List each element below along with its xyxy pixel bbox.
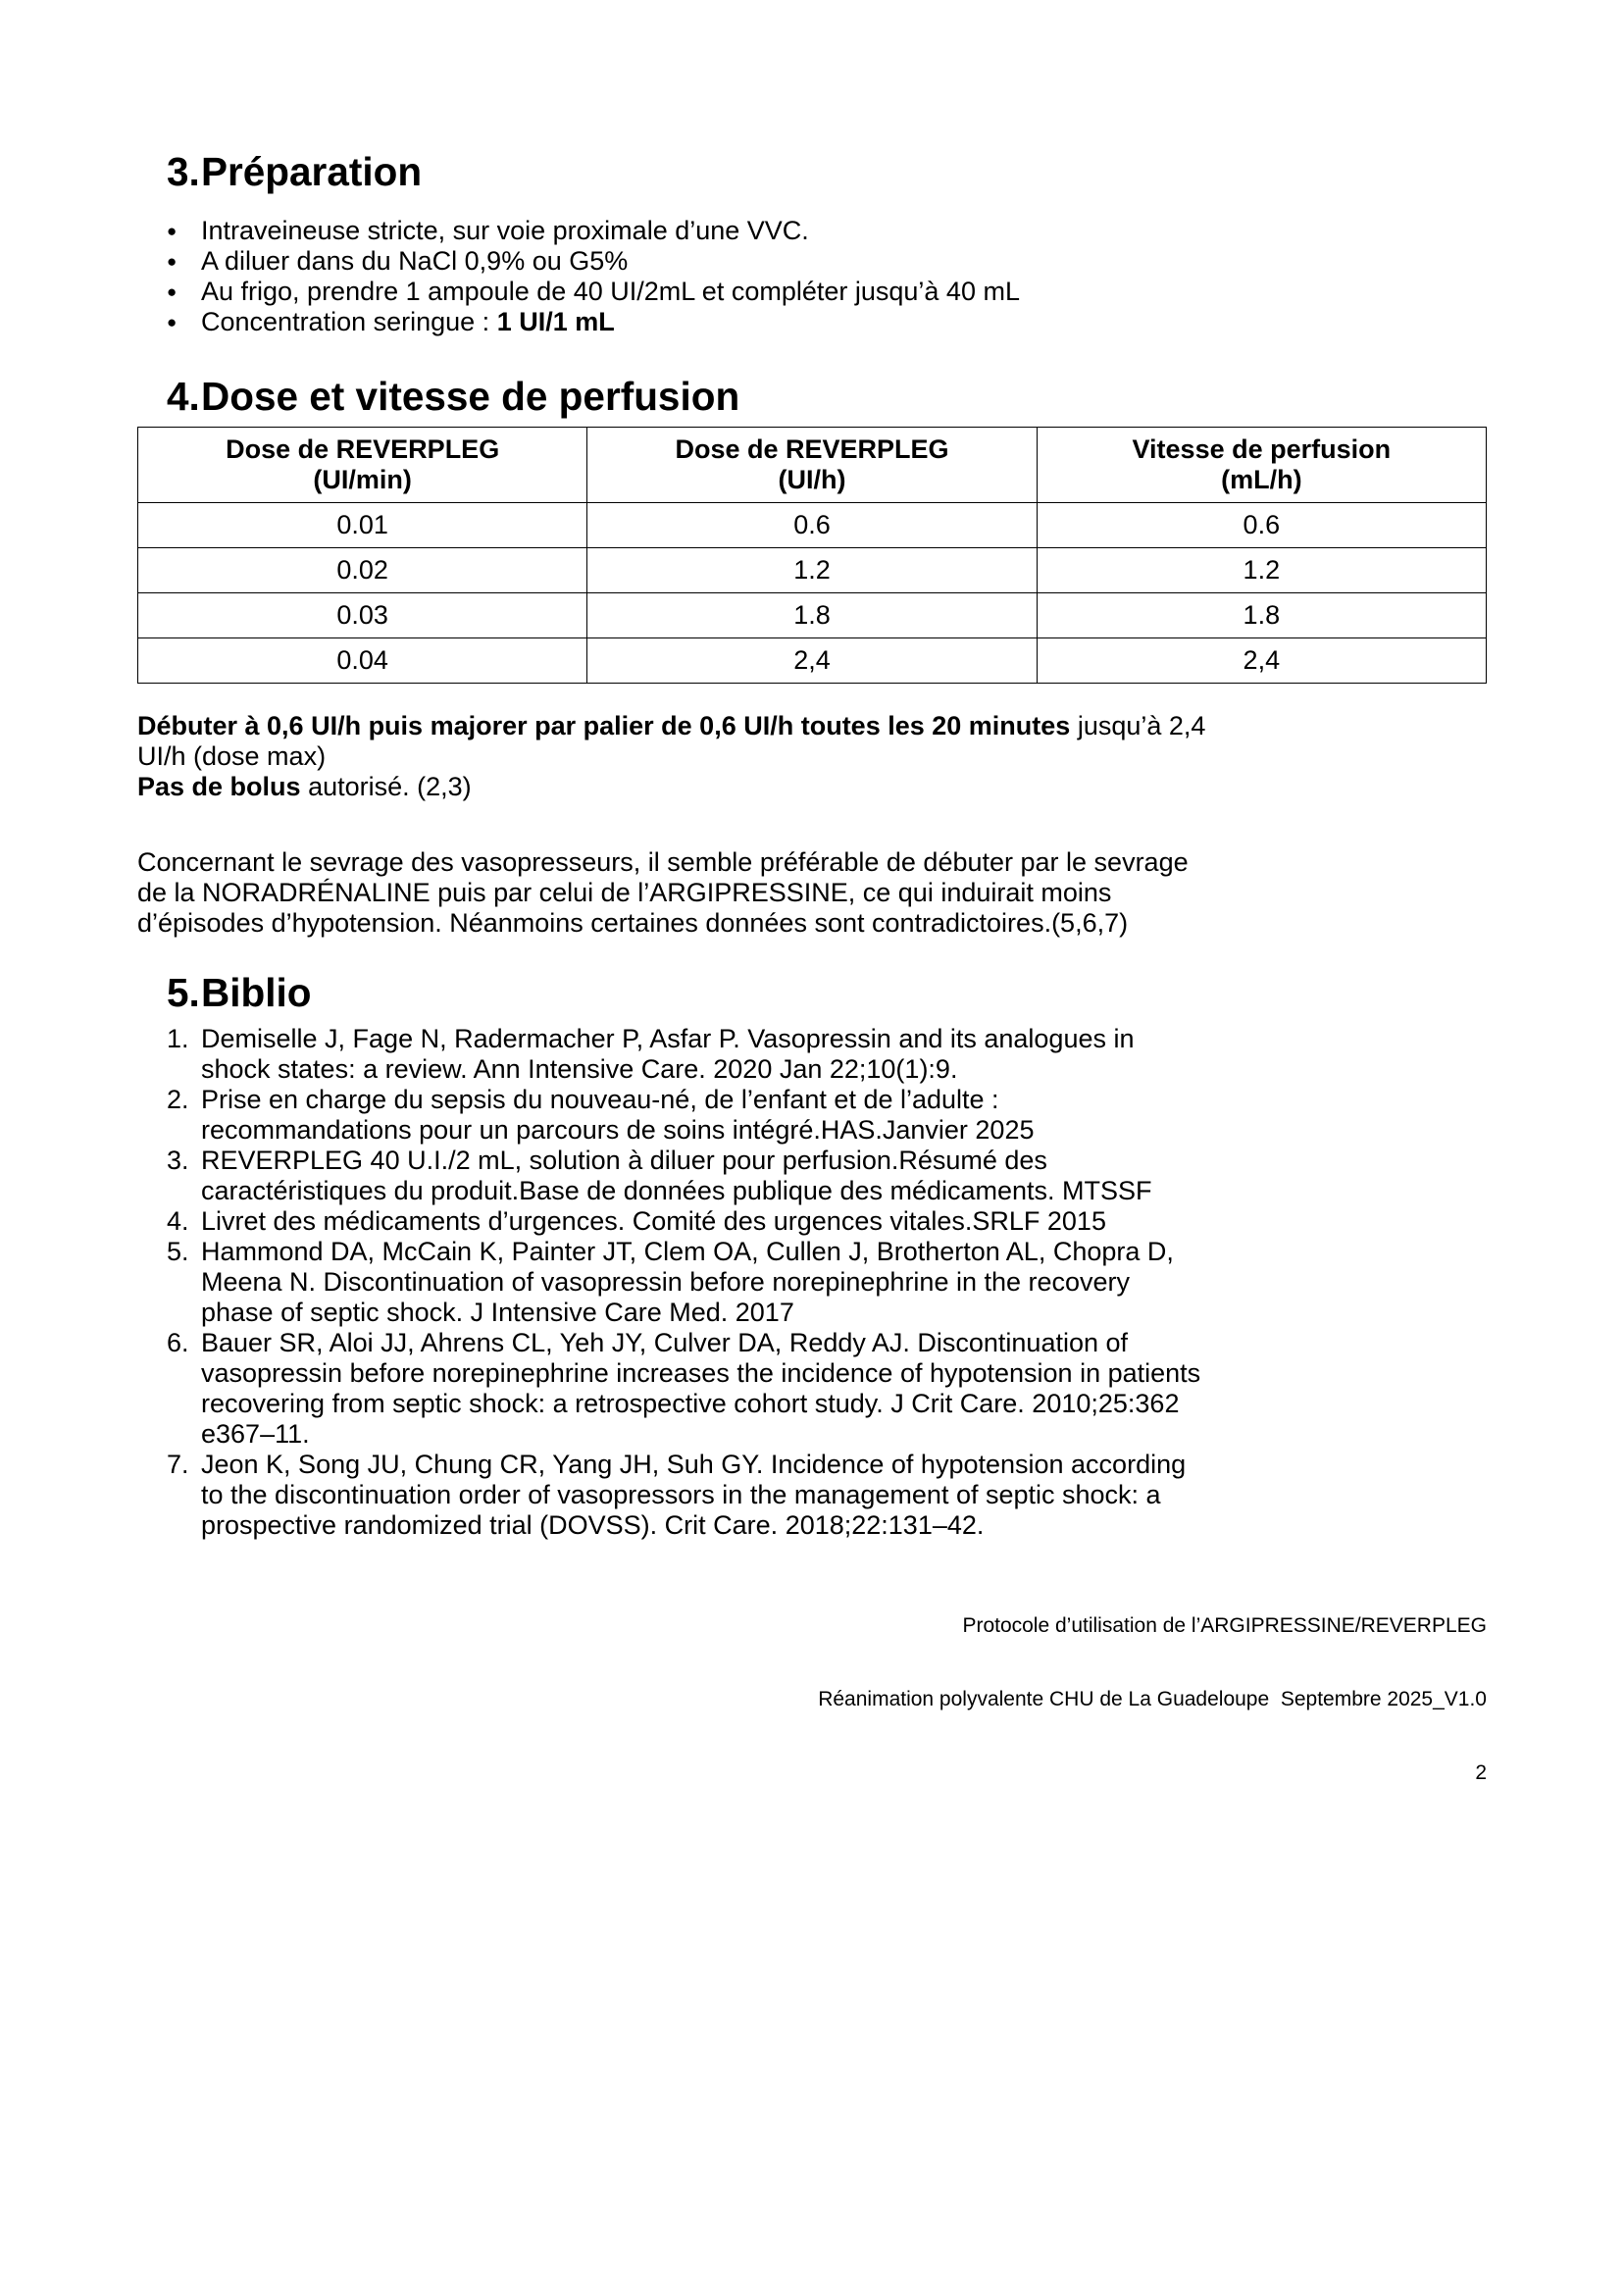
reference-line: Hammond DA, McCain K, Painter JT, Clem OA, Cullen J, Brotherton AL, Chopra D, <box>201 1237 1174 1266</box>
dose-table-body <box>138 503 1487 684</box>
bullet-text-bold: 1 UI/1 mL <box>496 307 615 336</box>
reference-text <box>201 1146 1152 1206</box>
table-row <box>138 638 1487 684</box>
bullet-text <box>201 307 615 337</box>
reference-line: vasopressin before norepinephrine increases the incidence of hypotension in patients <box>201 1358 1201 1388</box>
section-heading-preparation <box>137 149 1487 194</box>
reference-number: 7. <box>167 1450 189 1479</box>
bullet-glyph: ● <box>167 282 178 301</box>
reference-item <box>137 1206 1487 1237</box>
table-cell: 0.01 <box>138 503 587 548</box>
reference-line: phase of septic shock. J Intensive Care Med. 2017 <box>201 1298 794 1327</box>
reference-line: Prise en charge du sepsis du nouveau-né, de l’enfant et de l’adulte : <box>201 1085 999 1114</box>
table-row <box>138 548 1487 593</box>
page-footer <box>137 1564 1487 1834</box>
section-number: 3. <box>167 149 200 194</box>
bullet-glyph: ● <box>167 222 178 240</box>
bullet-text: Intraveineuse stricte, sur voie proximale d’une VVC. <box>201 216 809 245</box>
table-cell: 0.02 <box>138 548 587 593</box>
reference-text <box>201 1206 1106 1237</box>
footer-protocol-title: Protocole d’utilisation de l’ARGIPRESSINE/REVERPLEG <box>962 1614 1487 1637</box>
bullet-item <box>137 246 1487 277</box>
no-bolus-normal-text: autorisé. (2,3) <box>300 772 472 801</box>
section-heading-dose <box>137 374 1487 419</box>
reference-number: 4. <box>167 1206 189 1236</box>
header-line: (UI/min) <box>313 465 412 494</box>
header-line: (UI/h) <box>778 465 846 494</box>
reference-line: Jeon K, Song JU, Chung CR, Yang JH, Suh GY. Incidence of hypotension according <box>201 1450 1187 1479</box>
reference-line: recovering from septic shock: a retrospective cohort study. J Crit Care. 2010;25:362 <box>201 1389 1180 1418</box>
table-cell: 0.03 <box>138 593 587 638</box>
bullet-glyph: ● <box>167 313 178 331</box>
reference-number: 6. <box>167 1328 189 1357</box>
section-preparation <box>137 149 1487 337</box>
footer-department-version: Réanimation polyvalente CHU de La Guadeloupe Septembre 2025_V1.0 <box>818 1688 1487 1710</box>
titration-bold-text: Débuter à 0,6 UI/h puis majorer par palier de 0,6 UI/h toutes les 20 minutes <box>137 711 1071 740</box>
bullet-text-normal: Concentration seringue : <box>201 307 497 336</box>
table-header-cell-dose-ui-h <box>587 428 1037 503</box>
reference-item <box>137 1024 1487 1085</box>
table-cell: 2,4 <box>1037 638 1486 684</box>
table-row <box>138 593 1487 638</box>
section-title: Préparation <box>201 149 423 194</box>
paragraph-line: de la NORADRÉNALINE puis par celui de l’ARGIPRESSINE, ce qui induirait moins <box>137 878 1112 907</box>
reference-item <box>137 1085 1487 1146</box>
reference-line: prospective randomized trial (DOVSS). Crit Care. 2018;22:131–42. <box>201 1510 985 1540</box>
table-cell: 2,4 <box>587 638 1037 684</box>
reference-item <box>137 1450 1487 1541</box>
section-title: Biblio <box>201 970 312 1015</box>
reference-item <box>137 1146 1487 1206</box>
reference-line: to the discontinuation order of vasopressors in the management of septic shock: a <box>201 1480 1161 1509</box>
reference-item <box>137 1237 1487 1328</box>
reference-line: e367–11. <box>201 1419 310 1449</box>
no-bolus-bold-text: Pas de bolus <box>137 772 301 801</box>
section-title: Dose et vitesse de perfusion <box>201 374 740 419</box>
table-row <box>138 503 1487 548</box>
paragraph-line <box>137 711 1487 741</box>
titration-normal-text: jusqu’à 2,4 <box>1070 711 1206 740</box>
paragraph-line <box>137 772 1487 802</box>
header-line: Dose de REVERPLEG <box>675 434 949 464</box>
table-cell: 0.6 <box>1037 503 1486 548</box>
bullet-item <box>137 307 1487 337</box>
preparation-bullet-list <box>137 216 1487 337</box>
table-cell: 1.8 <box>587 593 1037 638</box>
header-line: Dose de REVERPLEG <box>226 434 500 464</box>
bullet-item <box>137 277 1487 307</box>
reference-line: Demiselle J, Fage N, Radermacher P, Asfar P. Vasopressin and its analogues in <box>201 1024 1135 1053</box>
dose-rate-table <box>137 427 1487 684</box>
reference-line: Meena N. Discontinuation of vasopressin before norepinephrine in the recovery <box>201 1267 1131 1297</box>
reference-number: 3. <box>167 1146 189 1175</box>
reference-text <box>201 1237 1174 1328</box>
reference-text <box>201 1328 1200 1450</box>
table-cell: 1.2 <box>587 548 1037 593</box>
reference-line: Bauer SR, Aloi JJ, Ahrens CL, Yeh JY, Culver DA, Reddy AJ. Discontinuation of <box>201 1328 1129 1357</box>
reference-number: 5. <box>167 1237 189 1266</box>
reference-line: Livret des médicaments d’urgences. Comité des urgences vitales.SRLF 2015 <box>201 1206 1106 1236</box>
table-header-cell-dose-ui-min <box>138 428 587 503</box>
section-biblio <box>137 970 1487 1541</box>
page-number: 2 <box>1475 1761 1487 1784</box>
header-line: Vitesse de perfusion <box>1132 434 1392 464</box>
bullet-glyph: ● <box>167 252 178 271</box>
reference-item <box>137 1328 1487 1450</box>
table-cell: 1.8 <box>1037 593 1486 638</box>
section-number: 4. <box>167 374 200 419</box>
section-dose <box>137 374 1487 939</box>
paragraph-line: UI/h (dose max) <box>137 741 327 771</box>
reference-text <box>201 1024 1135 1085</box>
bullet-text: Au frigo, prendre 1 ampoule de 40 UI/2mL et compléter jusqu’à 40 mL <box>201 277 1020 306</box>
table-cell: 0.04 <box>138 638 587 684</box>
table-cell: 1.2 <box>1037 548 1486 593</box>
reference-line: recommandations pour un parcours de soins intégré.HAS.Janvier 2025 <box>201 1115 1035 1145</box>
reference-line: caractéristiques du produit.Base de données publique des médicaments. MTSSF <box>201 1176 1152 1205</box>
bullet-text: A diluer dans du NaCl 0,9% ou G5% <box>201 246 629 276</box>
reference-number: 1. <box>167 1024 189 1053</box>
header-line: (mL/h) <box>1221 465 1302 494</box>
weaning-paragraph <box>137 847 1487 939</box>
titration-instructions <box>137 711 1487 802</box>
bullet-item <box>137 216 1487 246</box>
reference-number: 2. <box>167 1085 189 1114</box>
table-header-cell-rate-ml-h <box>1037 428 1486 503</box>
paragraph-line: Concernant le sevrage des vasopresseurs, il semble préférable de débuter par le sevrage <box>137 847 1189 877</box>
table-cell: 0.6 <box>587 503 1037 548</box>
paragraph-line: d’épisodes d’hypotension. Néanmoins certaines données sont contradictoires.(5,6,7) <box>137 908 1129 938</box>
table-header-row <box>138 428 1487 503</box>
reference-text <box>201 1085 1034 1146</box>
reference-text <box>201 1450 1186 1541</box>
reference-list <box>137 1024 1487 1541</box>
dose-table-head <box>138 428 1487 503</box>
section-heading-biblio <box>137 970 1487 1015</box>
section-number: 5. <box>167 970 200 1015</box>
reference-line: REVERPLEG 40 U.I./2 mL, solution à diluer pour perfusion.Résumé des <box>201 1146 1047 1175</box>
reference-line: shock states: a review. Ann Intensive Care. 2020 Jan 22;10(1):9. <box>201 1054 958 1084</box>
